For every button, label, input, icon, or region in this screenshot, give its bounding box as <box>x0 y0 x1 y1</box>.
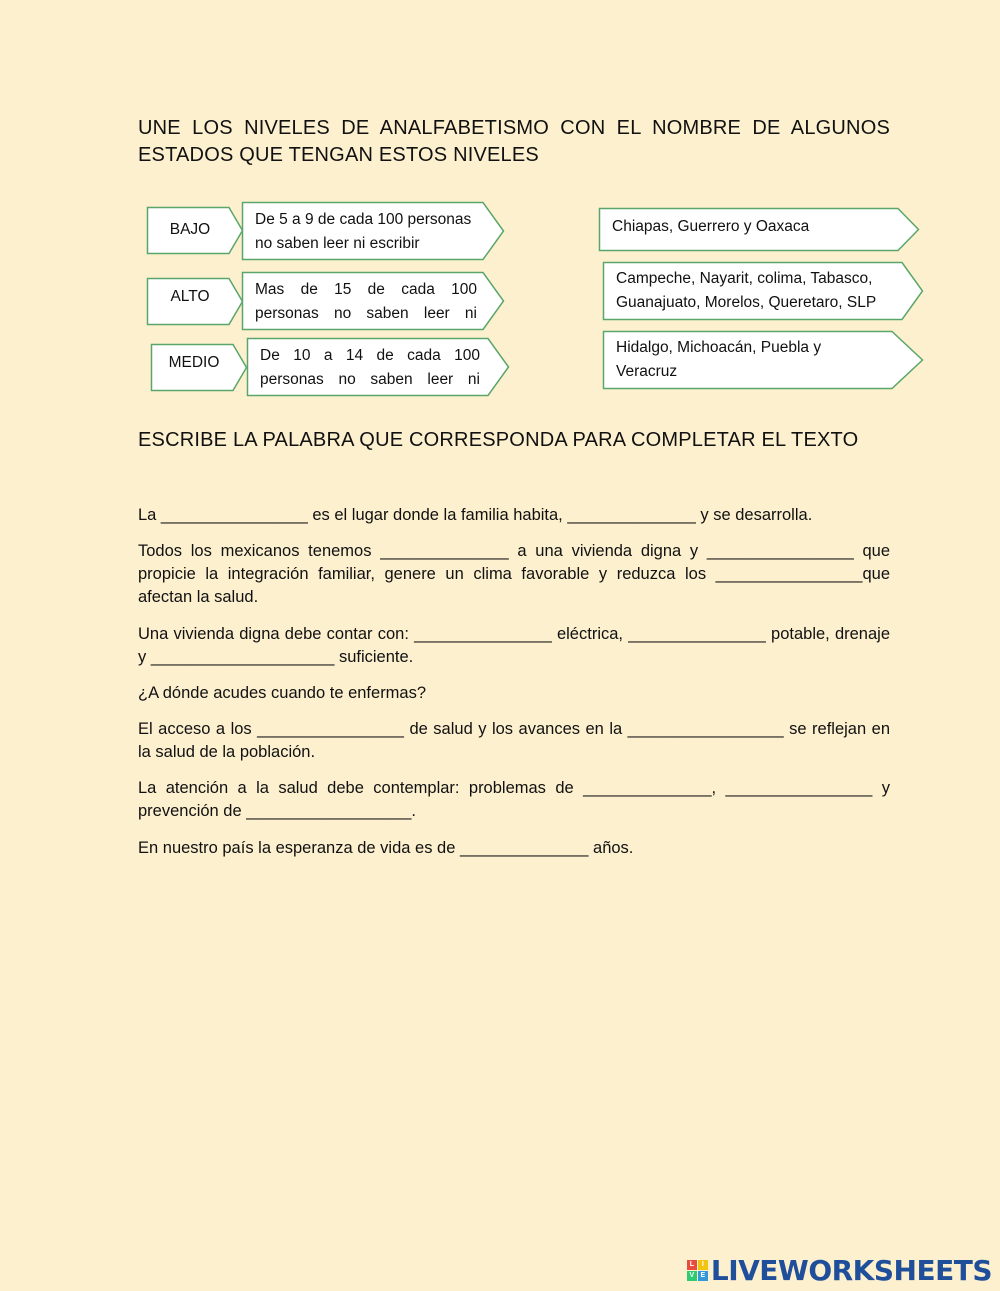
level-label: MEDIO <box>168 354 220 371</box>
fill-paragraph-1[interactable]: La ________________ es el lugar donde la familia habita, ______________ y se desarrolla. <box>138 506 813 524</box>
level-label: BAJO <box>169 221 211 238</box>
states-tag-2[interactable] <box>603 262 923 320</box>
fill-paragraph-5[interactable]: La atención a la salud debe contemplar: problemas de ______________, ________________ y prevención de __________________. <box>138 779 890 820</box>
states-text: Chiapas, Guerrero y Oaxaca <box>612 218 810 235</box>
states-text: Campeche, Nayarit, colima, Tabasco, Guanajuato, Morelos, Queretaro, SLP <box>616 270 877 311</box>
level-description: De 10 a 14 de cada 100 personas no saben leer ni <box>260 347 480 388</box>
level-tag-alto[interactable] <box>147 278 243 325</box>
fill-paragraph-4[interactable]: El acceso a los ________________ de salud y los avances en la _________________ se reflejan en la salud de la población. <box>138 720 890 761</box>
liveworksheets-logo[interactable] <box>687 1255 992 1285</box>
level-description: De 5 a 9 de cada 100 personas no saben leer ni escribir <box>255 211 472 252</box>
fill-paragraph-2[interactable]: Todos los mexicanos tenemos ______________ a una vivienda digna y ________________ que propicie la integración familiar, genere un clima favorable y reduzca los ________________que afectan la salud. <box>138 542 890 606</box>
description-tag-bajo[interactable] <box>242 202 504 260</box>
logo-text: LIVEWORKSHEETS <box>710 1253 992 1287</box>
fill-paragraph-6[interactable]: En nuestro país la esperanza de vida es de ______________ años. <box>138 839 634 857</box>
states-text: Hidalgo, Michoacán, Puebla y Veracruz <box>616 339 822 380</box>
section-title-complete-text: ESCRIBE LA PALABRA QUE CORRESPONDA PARA COMPLETAR EL TEXTO <box>138 429 859 451</box>
description-tag-medio[interactable] <box>247 338 509 396</box>
description-tag-alto[interactable] <box>242 272 504 330</box>
question-paragraph: ¿A dónde acudes cuando te enfermas? <box>138 684 427 702</box>
level-label: ALTO <box>170 288 210 305</box>
level-tag-medio[interactable] <box>151 344 247 391</box>
fill-paragraph-3[interactable]: Una vivienda digna debe contar con: _______________ eléctrica, _______________ potable, drenaje y ____________________ suficiente. <box>138 625 890 666</box>
states-tag-1[interactable] <box>599 208 919 251</box>
logo-mark-icon: L I V E <box>687 1260 708 1281</box>
level-tag-bajo[interactable] <box>147 207 243 254</box>
worksheet-title: UNE LOS NIVELES DE ANALFABETISMO CON EL NOMBRE DE ALGUNOS ESTADOS QUE TENGAN ESTOS NIVELES <box>138 117 890 166</box>
states-tag-3[interactable] <box>603 331 923 389</box>
level-description: Mas de 15 de cada 100 personas no saben leer ni <box>255 281 477 322</box>
